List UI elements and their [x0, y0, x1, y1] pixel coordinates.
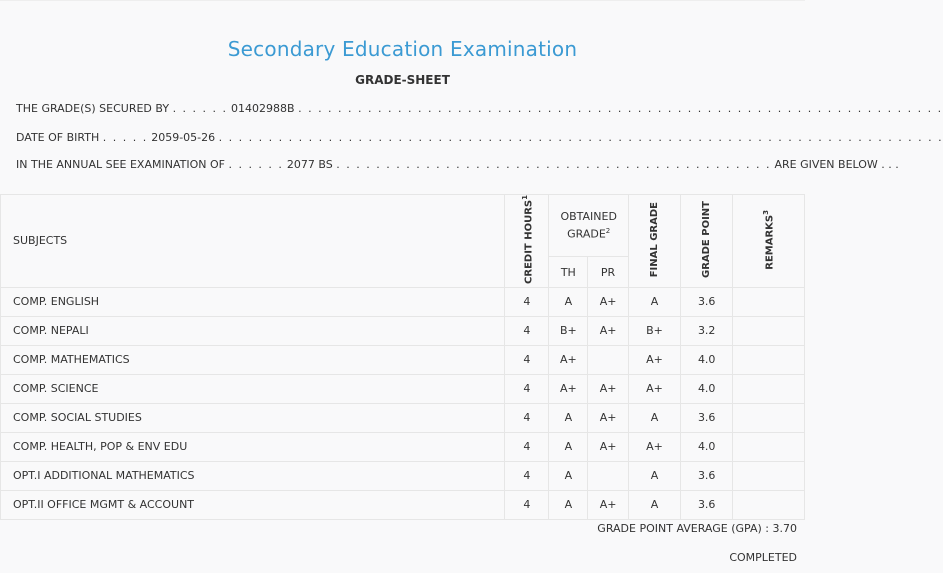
pr-grade-cell: A+	[588, 316, 629, 345]
final-grade-cell: A	[628, 287, 680, 316]
table-header-row	[1, 195, 805, 257]
exam-line	[16, 158, 899, 171]
grade-point-cell: 3.2	[681, 316, 733, 345]
table-row	[1, 345, 805, 374]
table-row	[1, 287, 805, 316]
pr-grade-cell: A+	[588, 432, 629, 461]
subject-cell: COMP. MATHEMATICS	[1, 345, 505, 374]
final-grade-cell: A	[628, 490, 680, 519]
remarks-cell	[733, 461, 805, 490]
credit-cell: 4	[505, 287, 549, 316]
remarks-cell	[733, 432, 805, 461]
pr-grade-cell: A+	[588, 403, 629, 432]
pr-grade-cell	[588, 345, 629, 374]
table-row	[1, 316, 805, 345]
dob-trail-dots: . . . . . . . . . . . . . . . . . . . . . . . . . . . . . . . . . . . . . . . . . . . . . . . . . . . . . . . . . . . . . . . . . . . . . . . . .	[218, 131, 943, 144]
subject-cell: COMP. SCIENCE	[1, 374, 505, 403]
pr-grade-cell: A+	[588, 374, 629, 403]
final-grade-cell: A	[628, 461, 680, 490]
table-row	[1, 403, 805, 432]
th-grade-cell: B+	[549, 316, 588, 345]
symbol-number: 01402988B	[231, 102, 295, 115]
th-grade-cell: A	[549, 432, 588, 461]
table-row	[1, 374, 805, 403]
remarks-cell	[733, 403, 805, 432]
credit-hours-footnote: 1	[520, 195, 529, 200]
credit-cell: 4	[505, 432, 549, 461]
th-grade-cell: A	[549, 461, 588, 490]
final-grade-cell: A+	[628, 374, 680, 403]
final-grade-cell: A	[628, 403, 680, 432]
credit-cell: 4	[505, 345, 549, 374]
th-grade-cell: A+	[549, 345, 588, 374]
grade-point-cell: 4.0	[681, 345, 733, 374]
table-row	[1, 461, 805, 490]
exam-end-text: ARE GIVEN BELOW . . .	[774, 158, 899, 171]
th-grade-cell: A	[549, 403, 588, 432]
subject-cell: COMP. SOCIAL STUDIES	[1, 403, 505, 432]
obtained-header-text-2: GRADE	[567, 227, 606, 241]
dob-lead-dots: . . . . .	[102, 131, 148, 144]
remarks-cell	[733, 374, 805, 403]
grade-point-cell: 4.0	[681, 432, 733, 461]
grade-point-header-text: GRADE POINT	[701, 200, 713, 278]
subject-cell: COMP. NEPALI	[1, 316, 505, 345]
final-grade-header-text: FINAL GRADE	[649, 201, 660, 278]
pr-grade-cell: A+	[588, 490, 629, 519]
pr-grade-cell: A+	[588, 287, 629, 316]
grade-point-cell: 3.6	[681, 461, 733, 490]
final-grade-header	[628, 195, 680, 288]
remarks-cell	[733, 345, 805, 374]
grade-point-cell: 3.6	[681, 403, 733, 432]
exam-lead-dots: . . . . . .	[228, 158, 284, 171]
secured-by-line	[16, 102, 943, 115]
dob-line	[16, 131, 943, 144]
subject-cell: COMP. HEALTH, POP & ENV EDU	[1, 432, 505, 461]
table-row	[1, 490, 805, 519]
sheet-subtitle: GRADE-SHEET	[355, 73, 450, 87]
gpa-summary: GRADE POINT AVERAGE (GPA) : 3.70	[597, 522, 797, 535]
secured-by-lead-dots: . . . . . .	[172, 102, 228, 115]
grade-point-cell: 4.0	[681, 374, 733, 403]
subject-cell: OPT.II OFFICE MGMT & ACCOUNT	[1, 490, 505, 519]
subject-cell: OPT.I ADDITIONAL MATHEMATICS	[1, 461, 505, 490]
th-grade-cell: A	[549, 287, 588, 316]
credit-hours-header-text: CREDIT HOURS	[522, 199, 534, 284]
credit-cell: 4	[505, 403, 549, 432]
dob-value: 2059-05-26	[151, 131, 216, 144]
exam-year: 2077 BS	[286, 158, 333, 171]
remarks-cell	[733, 287, 805, 316]
final-grade-cell: A+	[628, 345, 680, 374]
pr-header: PR	[588, 257, 629, 288]
final-grade-cell: B+	[628, 316, 680, 345]
remarks-header-text: REMARKS	[764, 214, 776, 270]
page-title: Secondary Education Examination	[227, 37, 578, 61]
subject-cell: COMP. ENGLISH	[1, 287, 505, 316]
th-header: TH	[549, 257, 588, 288]
secured-by-trail-dots: . . . . . . . . . . . . . . . . . . . . . . . . . . . . . . . . . . . . . . . . . . . . . . . . . . . . . . . . . . . . . . . . .	[298, 102, 943, 115]
exam-label: IN THE ANNUAL SEE EXAMINATION OF	[16, 158, 225, 171]
exam-trail-dots: . . . . . . . . . . . . . . . . . . . . . . . . . . . . . . . . . . . . . . . . . . . .	[336, 158, 771, 171]
grade-point-cell: 3.6	[681, 287, 733, 316]
table-row	[1, 432, 805, 461]
remarks-footnote: 3	[762, 209, 771, 215]
credit-cell: 4	[505, 461, 549, 490]
credit-hours-header	[505, 195, 549, 288]
grades-table	[0, 194, 805, 520]
pr-grade-cell	[588, 461, 629, 490]
final-grade-cell: A+	[628, 432, 680, 461]
credit-cell: 4	[505, 316, 549, 345]
obtained-header-text: OBTAINED	[560, 209, 617, 223]
remarks-cell	[733, 490, 805, 519]
th-grade-cell: A+	[549, 374, 588, 403]
remarks-header	[733, 195, 805, 288]
dob-label: DATE OF BIRTH	[16, 131, 100, 144]
obtained-grade-header	[549, 195, 628, 257]
secured-by-label: THE GRADE(S) SECURED BY	[16, 102, 170, 115]
obtained-grade-footnote: 2	[605, 226, 611, 235]
th-grade-cell: A	[549, 490, 588, 519]
subjects-header: SUBJECTS	[1, 195, 505, 288]
remarks-cell	[733, 316, 805, 345]
grade-point-cell: 3.6	[681, 490, 733, 519]
credit-cell: 4	[505, 374, 549, 403]
grade-point-header	[681, 195, 733, 288]
credit-cell: 4	[505, 490, 549, 519]
result-status: COMPLETED	[729, 551, 797, 564]
